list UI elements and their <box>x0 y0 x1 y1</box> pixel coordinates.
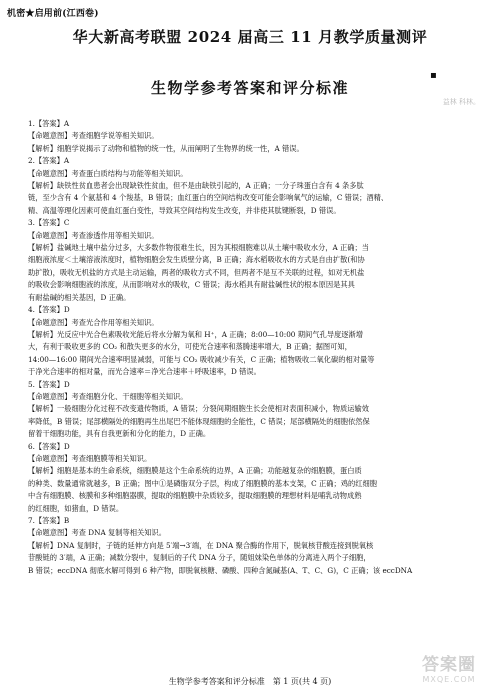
answer-key-title: 生物学参考答案和评分标准 <box>150 79 349 97</box>
exam-title: 华大新高考联盟 2024 届高三 11 月教学质量测评 <box>72 28 428 46</box>
watermark-logo <box>406 655 492 693</box>
question-7 <box>28 515 480 577</box>
analysis-line: 链，至少含有 4 个氨基和 4 个羧基，B 错误；血红蛋白的空间结构改变可能会影响氧气的运输，C 错误；酒精、 <box>28 193 389 203</box>
stray-mark: ▪ <box>430 70 437 81</box>
analysis-line: 【解析】细胞是基本的生命系统，细胞膜是这个生命系统的边界，A 正确；功能越复杂的细胞膜，蛋白质 <box>28 466 362 476</box>
watermark-sub: MXQE.COM <box>422 675 476 684</box>
analysis-line: 大，有利于吸收更多的 CO₂ 和散失更多的水分，可使光合速率和蒸腾速率增大，B 正确；据图可知， <box>28 342 352 352</box>
question-4 <box>28 304 480 378</box>
analysis-line: 14:00—16:00 期间光合速率明显减弱，可能与 CO₂ 吸收减少有关，C 正确；植物吸收二氧化碳的相对量等 <box>28 354 375 364</box>
analysis-line: 助扩散)，吸收无机盐的方式是主动运输，两者的吸收方式不同，但两者不是互不关联的过程，如对无机盐 <box>28 267 365 277</box>
answer-line: 3.【答案】C <box>28 218 70 228</box>
analysis-line: 【解析】光反应中光合色素吸收光能后将水分解为氧和 H⁺，A 正确；8:00—10:00 期间气孔导度逐渐增 <box>28 329 363 339</box>
analysis-line: 苷酸链的 3′端，A 正确；减数分裂中，复制后的子代 DNA 分子，随姐妹染色单体的分离进入两个子细胞， <box>28 553 371 563</box>
intent-line: 【命题意图】考查细胞分化、干细胞等相关知识。 <box>28 391 188 401</box>
answer-line: 7.【答案】B <box>28 516 70 525</box>
question-2 <box>28 155 480 217</box>
intent-line: 【命题意图】考查蛋白质结构与功能等相关知识。 <box>28 168 188 178</box>
intent-line: 【命题意图】考查 DNA 复制等相关知识。 <box>28 528 167 538</box>
confidential-label: 机密★启用前(江西卷) <box>7 9 99 19</box>
analysis-line: 【解析】DNA 复制时，子链的延伸方向是 5′端→3′端，在 DNA 聚合酶的作用下，脱氧核苷酸连接到脱氧核 <box>28 540 374 550</box>
faint-stamp: 益林 科林。 <box>442 98 480 106</box>
analysis-line: 率降低，B 错误；尾部横隔处的细胞再生出尾巴不能体现细胞的全能性，C 错误；尾部横隔处的细胞依然保 <box>28 416 370 426</box>
page-footer: 生物学参考答案和评分标准 第 1 页(共 4 页) <box>168 677 332 686</box>
question-6 <box>28 441 480 515</box>
analysis-line: 的吸收会影响细胞液的浓度，从而影响对水的吸收，C 错误；海水稻具有耐盐碱性状的根本原因是其具 <box>28 280 355 290</box>
analysis-line: 有耐盐碱的相关基因，D 正确。 <box>28 292 131 302</box>
answer-content <box>28 118 480 577</box>
analysis-line: 中含有细胞膜、核膜和多种细胞器膜，提取的细胞膜中杂质较多，提取细胞膜的理想材料是哺乳动物成熟 <box>28 491 362 501</box>
analysis-line: B 错误；eccDNA 彻底水解可得到 6 种产物，即脱氧核糖、磷酸、四种含氮碱基(A、T、C、G)，C 正确；该 eccDNA <box>28 565 413 575</box>
intent-line: 【命题意图】考查光合作用等相关知识。 <box>28 317 159 327</box>
answer-line: 2.【答案】A <box>28 156 70 166</box>
analysis-line: 【解析】盐碱地土壤中盐分过多，大多数作物很难生长，因为其根细胞难以从土壤中吸收水分，A 正确；当 <box>28 243 370 253</box>
intent-line: 【命题意图】考查渗透作用等相关知识。 <box>28 230 159 240</box>
analysis-line: 的种类、数量通常就越多，B 正确；图中①是磷脂双分子层，构成了细胞膜的基本支架，C 正确；鸡的红细胞 <box>28 478 377 488</box>
analysis-line: 细胞液浓度＜土壤溶液浓度时，植物细胞会发生质壁分离，B 正确；海水稻吸收水的方式是自由扩散(和协 <box>28 255 365 265</box>
intent-line: 【命题意图】考查细胞学说等相关知识。 <box>28 131 159 141</box>
analysis-line: 的红细胞，如猪血，D 错误。 <box>28 503 124 513</box>
question-5 <box>28 379 480 441</box>
analysis-line: 精、高温等理化因素可使血红蛋白变性，导致其空间结构发生改变，并非使其肽键断裂，D 错误。 <box>28 205 341 215</box>
answer-line: 6.【答案】D <box>28 441 70 451</box>
question-1 <box>28 118 480 155</box>
watermark-main: 答案圈 <box>422 655 476 675</box>
answer-line: 4.【答案】D <box>28 305 70 315</box>
intent-line: 【命题意图】考查细胞膜等相关知识。 <box>28 453 152 463</box>
analysis-line: 于净光合速率的相对量，而光合速率＝净光合速率＋呼吸速率，D 错误。 <box>28 367 261 377</box>
analysis-line: 【解析】缺铁性贫血患者会出现缺铁性贫血，但不是由缺铁引起的，A 正确；一分子珠蛋白含有 4 条多肽 <box>28 181 364 191</box>
analysis-line: 【解析】细胞学说揭示了动物和植物的统一性，从而阐明了生物界的统一性，A 错误。 <box>28 143 304 153</box>
question-3 <box>28 217 480 304</box>
analysis-line: 留着干细胞功能，具有自我更新和分化的能力，D 正确。 <box>28 429 211 439</box>
answer-line: 1.【答案】A <box>28 119 70 128</box>
analysis-line: 【解析】一般细胞分化过程不改变遗传物质，A 错误；分裂间期细胞生长会使相对表面积减小，物质运输效 <box>28 404 370 414</box>
answer-line: 5.【答案】D <box>28 379 70 389</box>
